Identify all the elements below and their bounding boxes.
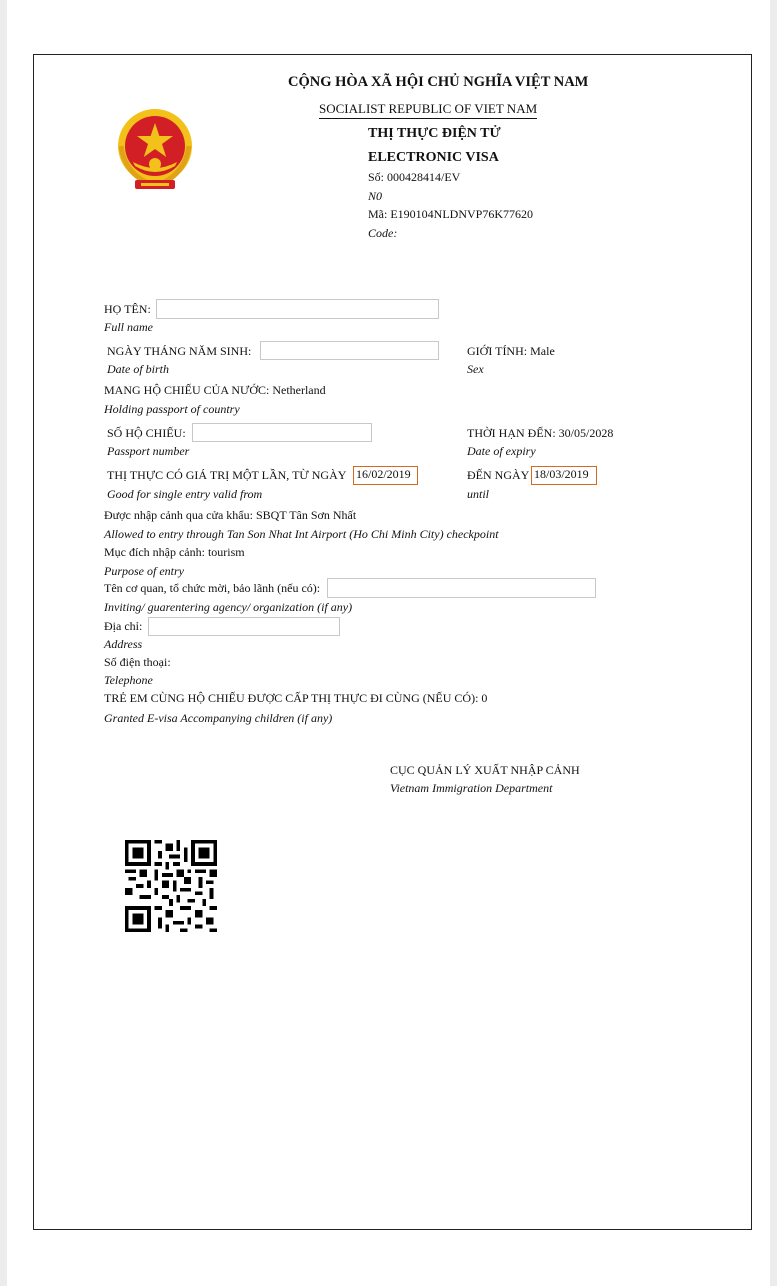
address-label-en: Address bbox=[104, 637, 143, 651]
dob-label-en: Date of birth bbox=[107, 362, 169, 376]
passport-number-label: SỐ HỘ CHIẾU: bbox=[107, 426, 186, 440]
valid-from-label: THỊ THỰC CÓ GIÁ TRỊ MỘT LẦN, TỪ NGÀY bbox=[107, 468, 347, 482]
entry-port-label-en: Allowed to entry through Tan Son Nhat Int Airport (Ho Chi Minh City) checkpoint bbox=[104, 527, 499, 541]
country-name-vn: CỘNG HÒA XÃ HỘI CHỦ NGHĨA VIỆT NAM bbox=[288, 74, 589, 90]
visa-number-value: 000428414/EV bbox=[387, 170, 461, 184]
full-name-label: HỌ TÊN: bbox=[104, 302, 151, 316]
full-name-label-en: Full name bbox=[104, 320, 153, 334]
purpose-label: Mục đích nhập cảnh: bbox=[104, 545, 205, 559]
visa-code-value: E190104NLDNVP76K77620 bbox=[390, 207, 534, 221]
purpose-value: tourism bbox=[207, 545, 245, 559]
dob-field bbox=[260, 341, 439, 360]
qr-code-icon bbox=[125, 840, 217, 932]
telephone-label: Số điện thoại: bbox=[104, 655, 171, 669]
valid-until-label-en: until bbox=[467, 487, 490, 501]
visa-code bbox=[368, 207, 533, 221]
address-field bbox=[148, 617, 340, 636]
expiry-label-en: Date of expiry bbox=[467, 444, 536, 458]
issuer-name-en: Vietnam Immigration Department bbox=[390, 781, 553, 795]
purpose-label-en: Purpose of entry bbox=[104, 564, 184, 578]
address-label: Địa chỉ: bbox=[104, 619, 143, 633]
valid-from-label-en: Good for single entry valid from bbox=[107, 487, 263, 501]
entry-port-row bbox=[104, 508, 356, 522]
valid-until-label: ĐẾN NGÀY bbox=[467, 468, 530, 482]
passport-number-field bbox=[192, 423, 372, 442]
entry-port-value: SBQT Tân Sơn Nhất bbox=[255, 508, 357, 522]
children-label: TRẺ EM CÙNG HỘ CHIẾU ĐƯỢC CẤP THỊ THỰC ĐI CÙNG (NẾU CÓ): bbox=[104, 691, 479, 705]
valid-until-value: 18/03/2019 bbox=[531, 466, 597, 485]
sex-value: Male bbox=[530, 344, 555, 358]
inviting-agency-label: Tên cơ quan, tổ chức mời, bảo lãnh (nếu có): bbox=[104, 581, 321, 595]
nationality-label-en: Holding passport of country bbox=[104, 402, 240, 416]
visa-number-label-en: N0 bbox=[368, 189, 383, 203]
expiry-label: THỜI HẠN ĐẾN: bbox=[467, 426, 556, 440]
full-name-field bbox=[156, 299, 439, 319]
sex-row bbox=[467, 344, 555, 358]
visa-title-en: ELECTRONIC VISA bbox=[368, 150, 499, 165]
nationality-label: MANG HỘ CHIẾU CỦA NƯỚC: bbox=[104, 383, 270, 397]
expiry-row bbox=[467, 426, 613, 440]
dob-label: NGÀY THÁNG NĂM SINH: bbox=[107, 344, 252, 358]
document-page bbox=[7, 0, 770, 1286]
issuer-name-vn: CỤC QUẢN LÝ XUẤT NHẬP CẢNH bbox=[390, 763, 580, 777]
inviting-agency-field bbox=[327, 578, 596, 598]
valid-from-value: 16/02/2019 bbox=[353, 466, 418, 485]
nationality-value: Netherland bbox=[272, 383, 326, 397]
sex-label-en: Sex bbox=[467, 362, 484, 376]
visa-title-vn: THỊ THỰC ĐIỆN TỬ bbox=[368, 126, 501, 141]
visa-number bbox=[368, 170, 460, 184]
children-row bbox=[104, 691, 487, 705]
purpose-row bbox=[104, 545, 245, 559]
sex-label: GIỚI TÍNH: bbox=[467, 344, 528, 358]
children-value: 0 bbox=[481, 691, 488, 705]
telephone-label-en: Telephone bbox=[104, 673, 153, 687]
children-label-en: Granted E-visa Accompanying children (if any) bbox=[104, 711, 333, 725]
country-name-en: SOCIALIST REPUBLIC OF VIET NAM bbox=[319, 101, 537, 119]
passport-number-label-en: Passport number bbox=[107, 444, 190, 458]
visa-number-label: Số: bbox=[368, 170, 385, 184]
visa-code-label: Mã: bbox=[368, 207, 388, 221]
national-emblem-icon bbox=[111, 106, 199, 196]
expiry-value: 30/05/2028 bbox=[558, 426, 614, 440]
nationality-row bbox=[104, 383, 326, 397]
visa-code-label-en: Code: bbox=[368, 226, 398, 240]
inviting-agency-label-en: Inviting/ guarentering agency/ organization (if any) bbox=[104, 600, 353, 614]
entry-port-label: Được nhập cảnh qua cửa khẩu: bbox=[104, 508, 253, 522]
